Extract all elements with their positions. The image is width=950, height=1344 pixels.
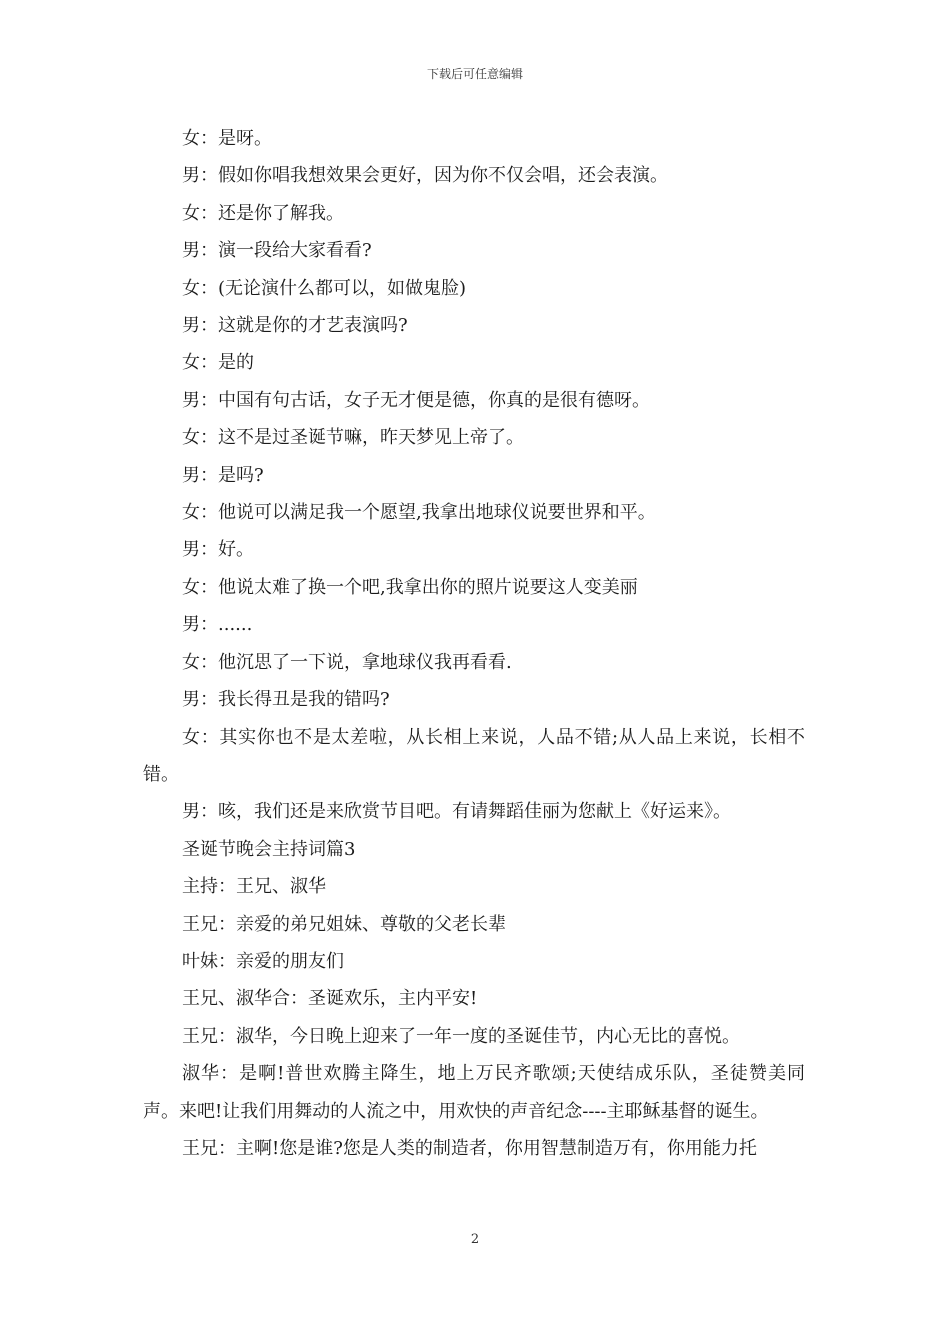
page-header: 下载后可任意编辑 <box>426 67 523 81</box>
paragraph: 淑华：是啊!普世欢腾主降生，地上万民齐歌颂;天使结成乐队，圣徒赞美同声。来吧!让我们用舞动的人流之中，用欢快的声音纪念----主耶稣基督的诞生。 <box>143 1063 805 1122</box>
paragraph: 王兄：亲爱的弟兄姐妹、尊敬的父老长辈 <box>182 913 506 935</box>
paragraph: 男：...... <box>182 614 253 636</box>
paragraph: 男：是吗? <box>182 464 264 486</box>
section-heading: 圣诞节晚会主持词篇3 <box>182 838 356 860</box>
paragraph: 女：是呀。 <box>182 128 272 149</box>
paragraph: 女：他说可以满足我一个愿望,我拿出地球仪说要世界和平。 <box>182 502 656 524</box>
paragraph: 主持：王兄、淑华 <box>182 876 326 898</box>
document-body <box>143 120 805 1167</box>
paragraph: 女：是的 <box>182 352 254 374</box>
paragraph: 叶妹：亲爱的朋友们 <box>182 950 344 972</box>
paragraph: 男：假如你唱我想效果会更好，因为你不仅会唱，还会表演。 <box>182 165 668 187</box>
paragraph: 女：(无论演什么都可以，如做鬼脸) <box>182 277 467 299</box>
paragraph: 男：咳，我们还是来欣赏节目吧。有请舞蹈佳丽为您献上《好运来》。 <box>182 801 731 823</box>
paragraph: 女：还是你了解我。 <box>182 202 344 224</box>
paragraph: 男：这就是你的才艺表演吗? <box>182 315 408 337</box>
paragraph: 男：演一段给大家看看? <box>182 240 372 262</box>
paragraph: 女：他沉思了一下说，拿地球仪我再看看. <box>182 651 512 673</box>
paragraph: 女：他说太难了换一个吧,我拿出你的照片说要这人变美丽 <box>182 576 638 598</box>
paragraph: 女：其实你也不是太差啦，从长相上来说，人品不错;从人品上来说，长相不错。 <box>143 726 805 785</box>
paragraph: 男：我长得丑是我的错吗? <box>182 689 390 711</box>
paragraph: 王兄：淑华，今日晚上迎来了一年一度的圣诞佳节，内心无比的喜悦。 <box>182 1025 740 1047</box>
paragraph: 女：这不是过圣诞节嘛，昨天梦见上帝了。 <box>182 427 524 449</box>
paragraph: 男：中国有句古话，女子无才便是德，你真的是很有德呀。 <box>182 389 650 411</box>
paragraph: 王兄：主啊!您是谁?您是人类的制造者，你用智慧制造万有，你用能力托 <box>182 1137 757 1159</box>
page-number: 2 <box>470 1232 480 1247</box>
paragraph: 王兄、淑华合：圣诞欢乐，主内平安! <box>182 988 478 1010</box>
paragraph: 男：好。 <box>182 539 254 561</box>
